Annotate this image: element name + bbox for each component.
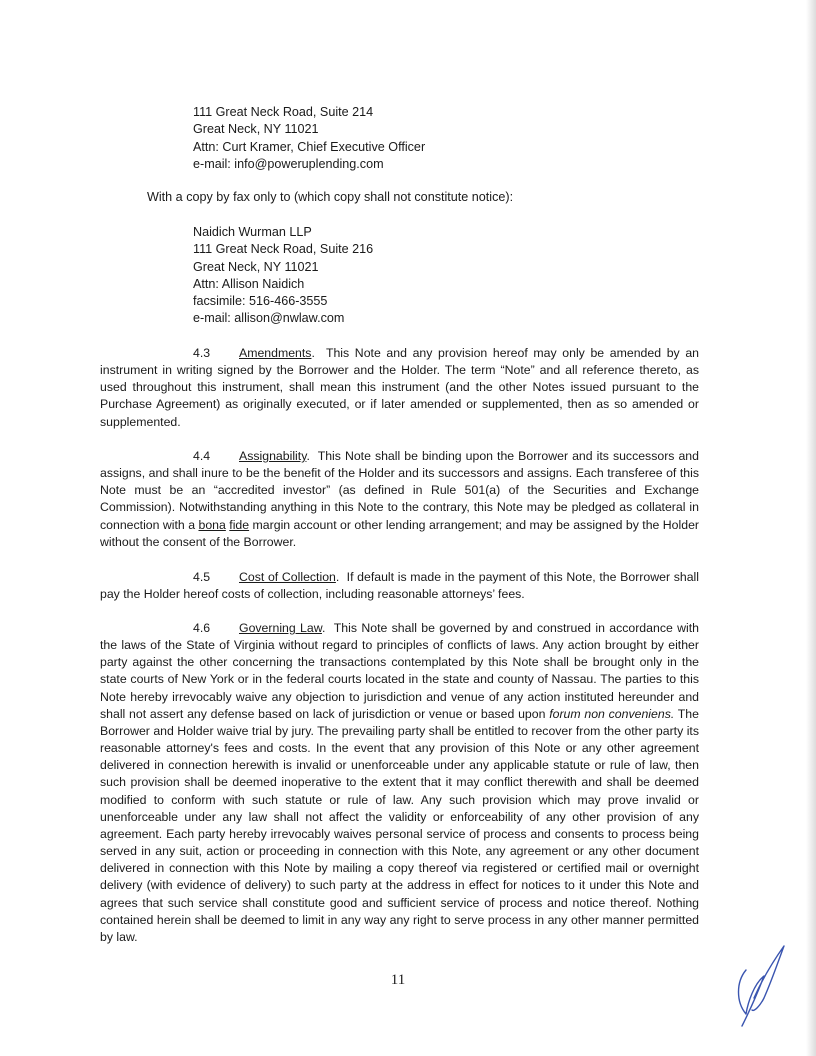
- fide-term: fide: [229, 517, 250, 532]
- section-number: 4.4: [193, 449, 211, 463]
- page-number: 11: [390, 972, 406, 988]
- holder-email-line: e-mail: info@poweruplending.com: [193, 156, 384, 171]
- section-number: 4.6: [193, 621, 211, 635]
- holder-address-line: 111 Great Neck Road, Suite 214: [193, 105, 374, 119]
- holder-attention-line: Attn: Curt Kramer, Chief Executive Officer: [193, 139, 426, 154]
- initials-signature: [732, 940, 792, 1030]
- section-4-5: 4.5 Cost of Collection. If default is made in the payment of this Note, the Borrower shall pay the Holder hereof costs of collection, including reasonable attorneys’ fees.: [100, 570, 699, 602]
- page-edge-shadow: [806, 0, 816, 1056]
- section-text: margin account or other lending arrangement; and may be assigned by the Holder without the consent of the Borrower.: [100, 517, 700, 549]
- holder-address-block: [193, 104, 425, 173]
- counsel-attention-line: Attn: Allison Naidich: [193, 276, 305, 291]
- section-4-4: 4.4 Assignability. This Note shall be binding upon the Borrower and its successors and assigns, and shall inure to be the benefit of the Holder and its successors and assigns. Each transferee of this Note must be an “accredited investor” (as defined in Rule 501(a) of the Securities and Exchange Commission). Notwithstanding anything in this Note to the contrary, this Note may be pledged as collateral in connection with a bona fide margin account or other lending arrangement; and may be assigned by the Holder without the consent of the Borrower.: [100, 449, 700, 549]
- section-text: The Borrower and Holder waive trial by jury. The prevailing party shall be entitled to recover from the other party its reasonable attorney's fees and costs. In the event that any provision of this Note or any other agreement delivered in connection herewith is invalid or unenforceable under any applicable statute or rule of law, then such provision shall be deemed inoperative to the extent that it may conflict therewith and shall be deemed modified to conform with such statute or rule of law. Any such provision which may prove invalid or unenforceable under any law shall not affect the validity or enforceability of any other provision of any agreement. Each party hereby irrevocably waives personal service of process and consents to process being served in any suit, action or proceeding in connection with this Note, any agreement or any other document delivered in connection with this Note by mailing a copy thereof via registered or certified mail or overnight delivery (with evidence of delivery) to such party at the address in effect for notices to it under this Note and agrees that such service shall constitute good and sufficient service of process and notice thereof. Nothing contained herein shall be deemed to limit in any way any right to serve process in any other manner permitted by law.: [100, 706, 699, 944]
- section-heading: Assignability: [239, 449, 307, 463]
- section-heading: Amendments: [239, 346, 312, 360]
- section-heading: Governing Law: [239, 621, 322, 635]
- counsel-address-block: [193, 224, 373, 328]
- section-text: This Note shall be binding upon the Borrower and its successors and assigns, and shall inure to be the benefit of the Holder and its successors and assigns. Each transferee of this Note must be an “accredited investor” (as defined in Rule 501(a) of the Securities and Exchange Commission). Notwithstanding anything in this Note to the contrary, this Note may be pledged as collateral in connection with a: [100, 449, 699, 532]
- counsel-address-line: Great Neck, NY 11021: [193, 259, 319, 274]
- section-text: If default is made in the payment of this Note, the Borrower shall pay the Holder hereof costs of collection, including reasonable attorneys’ fees.: [100, 570, 699, 602]
- counsel-email-line: e-mail: allison@nwlaw.com: [193, 311, 345, 326]
- holder-address-line: Great Neck, NY 11021: [193, 122, 319, 137]
- copy-notice: With a copy by fax only to (which copy shall not constitute notice):: [147, 190, 514, 204]
- section-4-3: 4.3 Amendments. This Note and any provision hereof may only be amended by an instrument in writing signed by the Borrower and the Holder. The term “Note” and all reference thereto, as used throughout this instrument, shall mean this instrument (and the other Notes issued pursuant to the Purchase Agreement) as originally executed, or if later amended or supplemented, then as so amended or supplemented.: [100, 346, 700, 429]
- bona-term: bona: [198, 517, 226, 532]
- section-heading: Cost of Collection: [239, 570, 336, 584]
- section-text: This Note shall be governed by and construed in accordance with the laws of the State of Virginia without regard to principles of conflicts of laws. Any action brought by either party against the other concerning the transactions contemplated by this Note shall be brought only in the state courts of New York or in the federal courts located in the state and county of Nassau. The parties to this Note hereby irrevocably waive any objection to jurisdiction and venue of any action instituted hereunder and shall not assert any defense based on lack of jurisdiction or venue or based upon: [100, 621, 700, 721]
- section-4-6: 4.6 Governing Law. This Note shall be governed by and construed in accordance with the laws of the State of Virginia without regard to principles of conflicts of laws. Any action brought by either party against the other concerning the transactions contemplated by this Note shall be brought only in the state courts of New York or in the federal courts located in the state and county of Nassau. The parties to this Note hereby irrevocably waive any objection to jurisdiction and venue of any action instituted hereunder and shall not assert any defense based on lack of jurisdiction or venue or based upon forum non conveniens. The Borrower and Holder waive trial by jury. The prevailing party shall be entitled to recover from the other party its reasonable attorney's fees and costs. In the event that any provision of this Note or any other agreement delivered in connection herewith is invalid or unenforceable under any applicable statute or rule of law, then such provision shall be deemed inoperative to the extent that it may conflict therewith and shall be deemed modified to conform with such statute or rule of law. Any such provision which may prove invalid or unenforceable under any law shall not affect the validity or enforceability of any other provision of any agreement. Each party hereby irrevocably waives personal service of process and consents to process being served in any suit, action or proceeding in connection with this Note, any agreement or any other document delivered in connection with this Note by mailing a copy thereof via registered or certified mail or overnight delivery (with evidence of delivery) to such party at the address in effect for notices to it under this Note and agrees that such service shall constitute good and sufficient service of process and notice thereof. Nothing contained herein shall be deemed to limit in any way any right to serve process in any other manner permitted by law.: [100, 621, 700, 944]
- counsel-address-line: 111 Great Neck Road, Suite 216: [193, 242, 374, 257]
- forum-non-conveniens-term: forum non conveniens.: [549, 706, 675, 721]
- section-text: This Note and any provision hereof may only be amended by an instrument in writing signed by the Borrower and the Holder. The term “Note” and all reference thereto, as used throughout this instrument, shall mean this instrument (and the other Notes issued pursuant to the Purchase Agreement) as originally executed, or if later amended or supplemented, then as so amended or supplemented.: [100, 346, 700, 429]
- section-number: 4.3: [193, 346, 211, 360]
- counsel-fax-line: facsimile: 516-466-3555: [193, 294, 328, 309]
- section-number: 4.5: [193, 570, 211, 584]
- counsel-firm-name: Naidich Wurman LLP: [193, 225, 312, 239]
